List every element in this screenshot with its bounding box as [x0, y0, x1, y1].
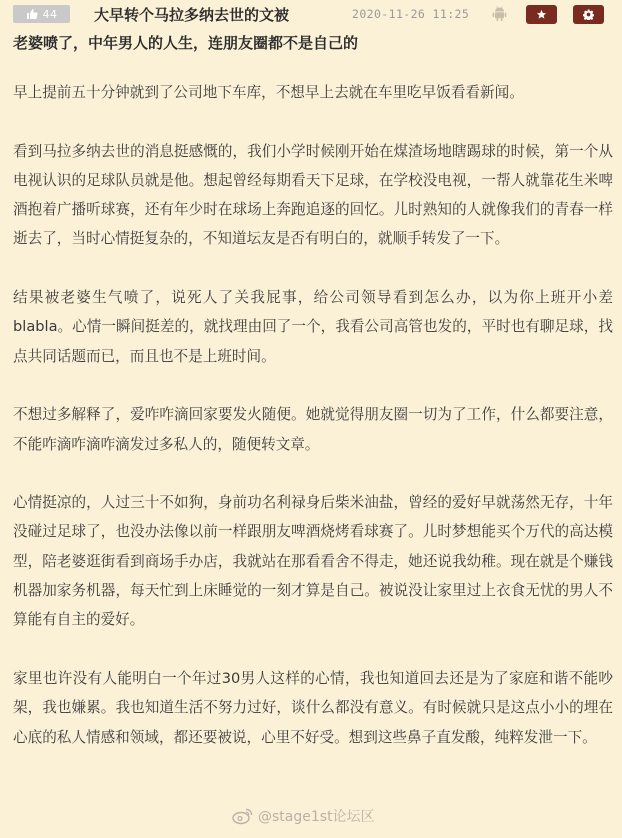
- thumbs-up-icon: [26, 8, 38, 20]
- favorite-button[interactable]: [526, 5, 557, 24]
- weibo-icon: [232, 807, 254, 825]
- post-paragraph: 早上提前五十分钟就到了公司地下车库，不想早上去就在车里吃早饭看看新闻。: [13, 84, 524, 101]
- post-paragraph: 不想过多解释了，爱咋咋滴回家要发火随便。她就觉得朋友圈一切为了工作，什么都要注意，不能咋滴咋滴咋滴发过多私人的，随便转文章。: [13, 406, 613, 453]
- star-icon: [536, 9, 547, 20]
- watermark: [232, 806, 375, 826]
- post-header: [0, 0, 622, 62]
- post-paragraph: 心情挺凉的，人过三十不如狗，身前功名利禄身后柴米油盐，曾经的爱好早就荡然无存，十年没碰过足球了，也没办法像以前一样跟朋友啤酒烧烤看球赛了。儿时梦想能买个万代的高达模型，陪老婆逛街看到商场手办店，我就站在那看看舍不得走，她还说我幼稚。现在就是个赚钱机器加家务机器，每天忙到上床睡觉的一刻才算是自己。被说没让家里过上衣食无忧的男人不算能有自主的爱好。: [13, 494, 613, 629]
- post-paragraph: 看到马拉多纳去世的消息挺感慨的，我们小学时候刚开始在煤渣场地瞎踢球的时候，第一个从电视认识的足球队员就是他。想起曾经每期看天下足球，在学校没电视，一帮人就靠花生米啤酒抱着广播听球赛，还有年少时在球场上奔跑追逐的回忆。儿时熟知的人就像我们的青春一样逝去了，当时心情挺复杂的，不知道坛友是否有明白的，就顺手转发了一下。: [13, 142, 613, 248]
- post-subtitle: 老婆喷了，中年男人的人生，连朋友圈都不是自己的: [13, 34, 359, 52]
- post-paragraph: 家里也许没有人能明白一个年过30男人这样的心情，我也知道回去还是为了家庭和谐不能吵架，我也嫌累。我也知道生活不努力过好，谈什么都没有意义。有时候就只是这点小小的埋在心底的私人情感和领域，都还要被说，心里不好受。想到这些鼻子直发酸，纯粹发泄一下。: [13, 669, 613, 746]
- post-paragraph: 结果被老婆生气喷了，说死人了关我屁事，给公司领导看到怎么办，以为你上班开小差blabla。心情一瞬间挺差的，就找理由回了一个，我看公司高管也发的，平时也有聊足球，找点共同话题而已，而且也不是上班时间。: [13, 289, 613, 365]
- watermark-text: @stage1st论坛区: [258, 809, 375, 825]
- post-timestamp: 2020-11-26 11:25: [352, 7, 470, 21]
- android-icon: [492, 6, 507, 22]
- post-body: [13, 78, 613, 781]
- post-title: 大早转个马拉多纳去世的文被: [94, 6, 290, 24]
- like-button[interactable]: [13, 5, 70, 23]
- like-count: 44: [42, 7, 58, 21]
- gear-icon: [583, 9, 594, 20]
- settings-button[interactable]: [573, 5, 604, 24]
